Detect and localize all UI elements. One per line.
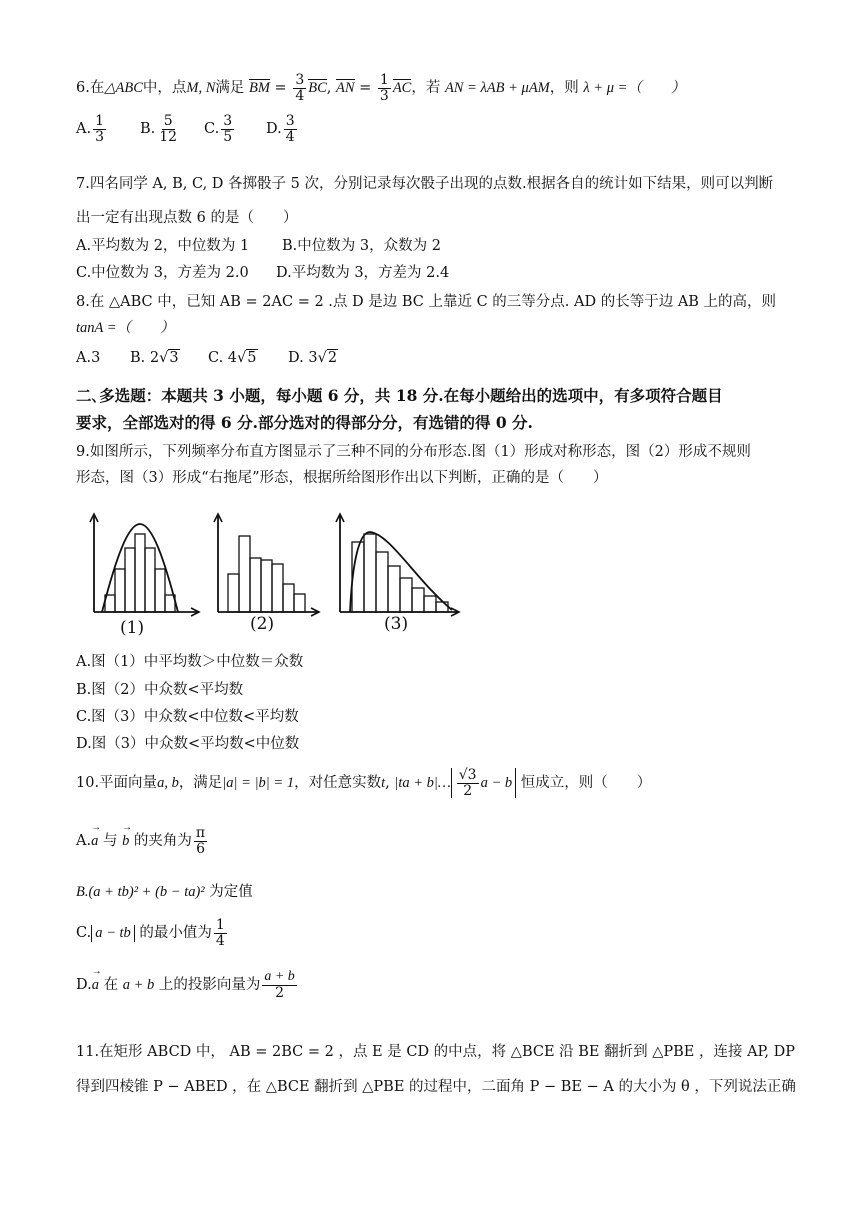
q6-option-a — [76, 114, 108, 144]
q10-option-a-mid: 与 — [102, 833, 118, 850]
q10-option-b — [76, 880, 253, 901]
q6-frac2-den: 3 — [379, 87, 389, 104]
q10-option-d-den: 2 — [275, 984, 285, 1001]
q11-line2: 得到四棱锥 P − ABED ，在 △BCE 翻折到 △PBE 的过程中，二面角 P − BE − A 的大小为 θ ，下列说法正确 — [76, 1079, 796, 1095]
section2-heading-line1: 二､多选题：本题共 3 小题，每小题 6 分，共 18 分.在每小题给出的选项中，有多项符合题目 — [76, 386, 723, 405]
q8-line1: 8.在 △ABC 中，已知 AB = 2AC = 2 .点 D 是边 BC 上靠近 C 的三等分点. AD 的长等于边 AB 上的高，则 — [76, 294, 777, 310]
q8-option-c-rad: 5 — [247, 350, 257, 366]
q6-option-c-frac — [221, 114, 234, 144]
q10-ineq-left: |ta + b|… — [394, 775, 451, 792]
q6-option-d-den: 4 — [285, 128, 295, 145]
q6-option-b-label: B. — [140, 121, 156, 138]
q6-frac-1-3 — [378, 73, 391, 103]
q6-option-d-label: D. — [266, 121, 282, 138]
q10-ineq-tail: a − b — [480, 775, 513, 792]
q11-line1: 11.在矩形 ABCD 中， AB = 2BC = 2 ，点 E 是 CD 的中点，将 △BCE 沿 BE 翻折到 △PBE ，连接 AP, DP — [76, 1044, 795, 1060]
q8-line2: tanA =（ ） — [76, 320, 175, 336]
q6-option-a-den: 3 — [95, 128, 105, 145]
q8-option-b-pre: B. 2 — [130, 350, 160, 366]
q6-option-b-num: 5 — [163, 113, 173, 129]
q10-ineq-right — [451, 768, 516, 798]
q8-option-d-pre: D. 3 — [288, 350, 318, 366]
q6-frac1-den: 4 — [295, 87, 305, 104]
q10-stem-d: 恒成立，则（ ） — [520, 775, 652, 792]
q7-option-c: C.中位数为 3，方差为 2.0 — [76, 265, 249, 281]
histogram-2 — [214, 514, 319, 616]
q9-fig-label-1: (1) — [120, 618, 145, 638]
q10-vecs: a, b — [157, 775, 179, 792]
q6-option-b-frac — [157, 114, 179, 144]
q10-option-a-post: 的夹角为 — [133, 833, 192, 850]
q10-stem-b: ，满足 — [178, 775, 223, 792]
q6-option-c — [204, 114, 236, 144]
q10-stem-c: ，对任意实数 — [294, 775, 382, 792]
q10-option-c-frac — [214, 918, 227, 948]
q9-line1: 9.如图所示，下列频率分布直方图显示了三种不同的分布形态.图（1）形成对称形态，图（2）形成不规则 — [76, 444, 751, 460]
q10-option-d-mid2: a + b — [122, 977, 155, 994]
q6-stem: 6.在△ABC中，点M, N满足 BM = $\frac{3}{4}$ BC, AN = $\frac{1}{3}$ AC，若 AN = λAB + μAM，则 λ + μ =（ ） — [76, 72, 686, 104]
q6-stem-a: 6.在 — [76, 80, 105, 97]
q7-line2: 出一定有出现点数 6 的是（ ） — [76, 210, 298, 226]
q9-option-a: A.图（1）中平均数＞中位数＝众数 — [76, 654, 304, 670]
q10-option-c-den: 4 — [215, 932, 225, 949]
q7-option-d: D.平均数为 3，方差为 2.4 — [276, 265, 450, 281]
q7-option-b: B.中位数为 3，众数为 2 — [282, 238, 441, 254]
q6-stem-e: ，则 — [549, 80, 579, 97]
q10-t: t — [381, 775, 386, 792]
q6-vec-bc: BC — [308, 80, 327, 97]
q10-option-d-post: 上的投影向量为 — [158, 977, 261, 994]
q8-option-c — [208, 350, 258, 366]
q10-option-c — [76, 918, 229, 948]
q10-option-a-pre: A. — [76, 833, 92, 850]
q10-option-a-frac — [194, 826, 207, 856]
q6-expr: AN = λAB + μAM — [444, 80, 550, 97]
q10-option-d-num: a + b — [264, 969, 295, 984]
histogram-1 — [90, 514, 199, 616]
q9-fig-label-3: (3) — [384, 614, 409, 634]
q9-option-d: D.图（3）中众数<平均数<中位数 — [76, 736, 300, 752]
q6-points: M, N — [186, 80, 216, 97]
q10-ineq-frac — [457, 768, 479, 798]
q8-option-c-sqrt: √5 — [237, 350, 257, 366]
q8-option-b — [130, 350, 180, 366]
q10-option-b-post: 为定值 — [209, 884, 253, 900]
q10-option-c-pre: C. — [76, 925, 92, 942]
q8-option-d-sqrt: √2 — [317, 350, 338, 366]
q6-option-c-den: 5 — [223, 128, 233, 145]
q10-option-d-mid1: 在 — [103, 977, 119, 994]
q6-ask: λ + μ =（ ） — [583, 80, 686, 97]
q6-vec-ac: AC — [392, 80, 412, 97]
q6-option-d — [266, 114, 299, 144]
q9-fig-label-2: (2) — [250, 614, 275, 634]
q10-option-d-frac — [262, 970, 296, 1000]
q10-ineq-num: √3 — [458, 767, 477, 783]
q10-option-c-post: 的最小值为 — [139, 925, 212, 942]
q6-option-a-frac — [93, 114, 106, 144]
q10-option-d: D.→ a 在 a + b 上的投影向量为 $\frac{a + b}{2}$ — [76, 970, 299, 1000]
q10-option-c-expr: a − tb — [91, 925, 135, 942]
q6-option-b — [140, 114, 181, 144]
q6-frac-3-4 — [293, 73, 306, 103]
q6-option-a-label: A. — [76, 121, 92, 138]
q6-triangle: △ABC — [104, 80, 143, 97]
q10-option-a-num: π — [195, 825, 206, 841]
q6-option-a-num: 1 — [95, 113, 105, 129]
q6-vec-an: AN — [335, 80, 355, 97]
q8-option-b-sqrt: √3 — [159, 350, 179, 366]
q7-option-a: A.平均数为 2，中位数为 1 — [76, 238, 250, 254]
q8-option-d-rad: 2 — [327, 350, 338, 366]
q9-line2: 形态，图（3）形成“右拖尾”形态，根据所给图形作出以下判断，正确的是（ ） — [76, 470, 608, 486]
q6-frac2-num: 1 — [379, 72, 389, 88]
q10-option-a: A.→ a 与 → b 的夹角为 $\frac{\pi}{6}$ — [76, 826, 209, 856]
section2-heading-line2: 要求，全部选对的得 6 分.部分选对的得部分分，有选错的得 0 分. — [76, 413, 533, 432]
q6-frac1-num: 3 — [295, 72, 305, 88]
q10-stem-a: 10.平面向量 — [76, 775, 158, 792]
q8-option-a: A.3 — [76, 350, 101, 366]
q6-option-d-num: 3 — [285, 113, 295, 129]
q8-option-d — [288, 350, 338, 366]
q6-vec-bm: BM — [249, 80, 270, 97]
q10-option-c-num: 1 — [215, 917, 225, 933]
histogram-3 — [336, 514, 459, 616]
q6-stem-b: 中，点 — [142, 80, 187, 97]
q8-option-b-rad: 3 — [169, 350, 179, 366]
q6-option-c-num: 3 — [223, 113, 233, 129]
q10-stem: 10.平面向量a, b，满足|a| = |b| = 1，对任意实数t, |ta + b|… $\frac{√3}{2}$ a − b 恒成立，则（ ） — [76, 767, 652, 799]
q7-line1: 7.四名同学 A, B, C, D 各掷骰子 5 次，分别记录每次骰子出现的点数.根据各自的统计如下结果，则可以判断 — [76, 176, 774, 192]
q10-ineq-den: 2 — [463, 782, 473, 799]
q10-norm: |a| = |b| = 1 — [222, 775, 295, 792]
q6-stem-c: 满足 — [215, 80, 245, 97]
q10-option-d-pre: D. — [76, 977, 92, 994]
q6-option-d-frac — [284, 114, 297, 144]
q10-option-a-den: 6 — [196, 840, 205, 857]
q9-option-c: C.图（3）中众数<中位数<平均数 — [76, 709, 299, 725]
q6-stem-d: ，若 — [411, 80, 441, 97]
q6-option-b-den: 12 — [159, 128, 178, 145]
q10-option-b-expr: B.(a + tb)² + (b − ta)² — [76, 884, 205, 900]
q8-option-c-pre: C. 4 — [208, 350, 238, 366]
q9-option-b: B.图（2）中众数<平均数 — [76, 682, 244, 698]
q6-option-c-label: C. — [204, 121, 220, 138]
